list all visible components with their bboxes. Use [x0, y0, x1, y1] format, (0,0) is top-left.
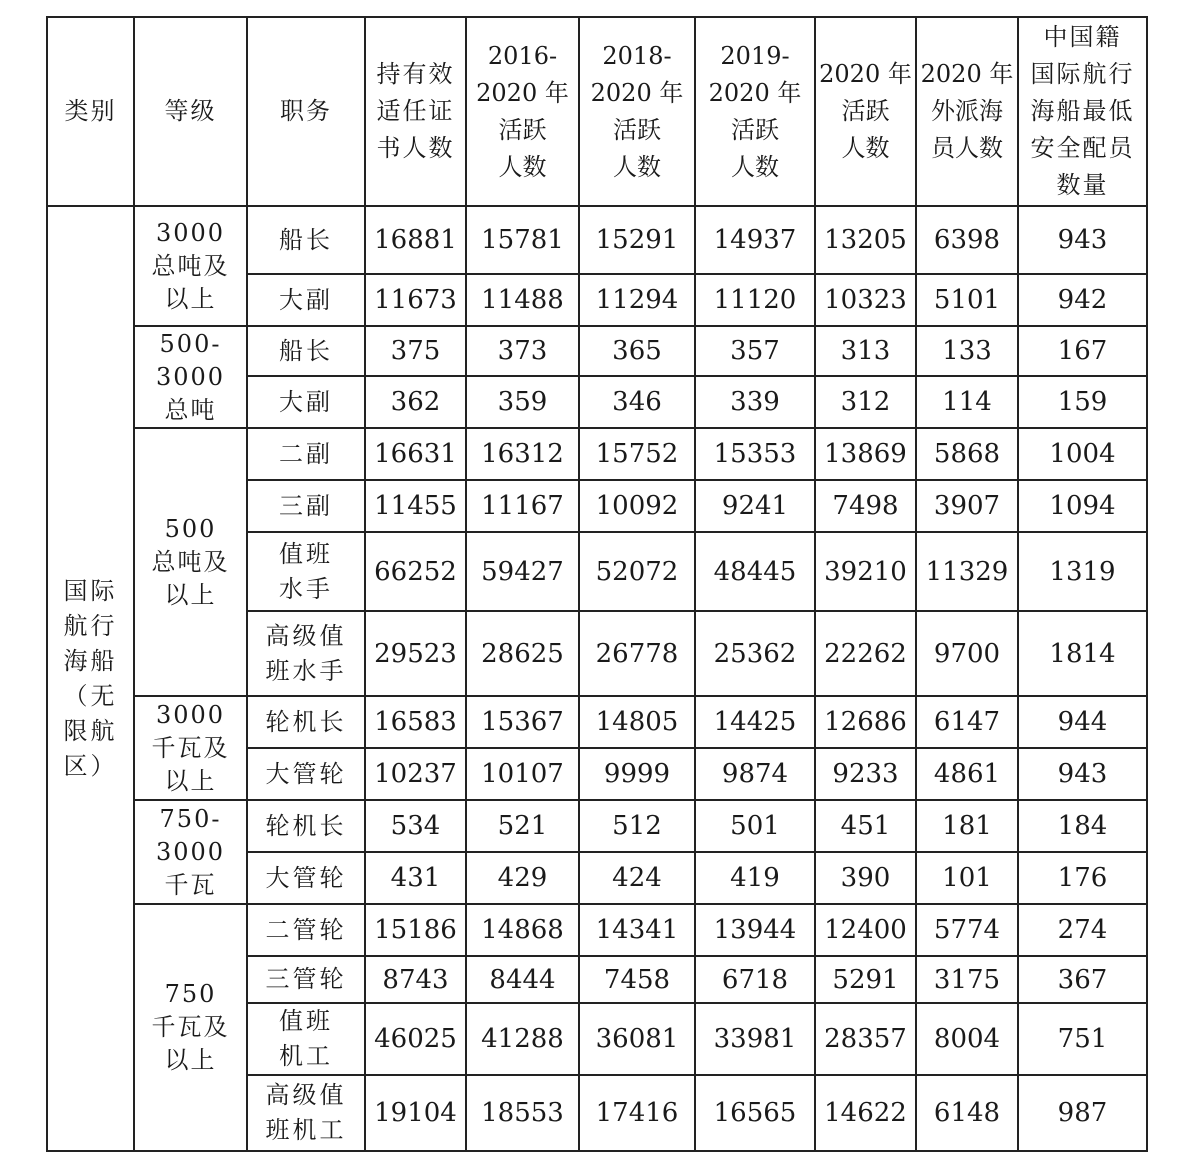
- value-cell: 28357: [815, 1003, 916, 1075]
- position-cell: [247, 532, 365, 611]
- value-cell: 10107: [466, 748, 579, 800]
- table-row: [47, 326, 1147, 376]
- value-cell: 8743: [365, 956, 466, 1003]
- value-cell: 6147: [916, 696, 1018, 748]
- value-cell: 512: [579, 800, 695, 852]
- value-cell: 5291: [815, 956, 916, 1003]
- value-cell: 11488: [466, 274, 579, 326]
- cell-line: 大管轮: [265, 863, 347, 892]
- value-cell: 15367: [466, 696, 579, 748]
- cell-line: 海船: [63, 646, 118, 675]
- value-cell: 133: [916, 326, 1018, 376]
- header-certificate-holders: [365, 17, 466, 206]
- cell-line: 千瓦: [164, 870, 217, 899]
- value-cell: 1319: [1018, 532, 1147, 611]
- header-line: 员人数: [931, 134, 1003, 162]
- header-line: 2016-: [487, 41, 558, 70]
- value-cell: 1814: [1018, 611, 1147, 696]
- value-cell: 13205: [815, 206, 916, 274]
- value-cell: 22262: [815, 611, 916, 696]
- value-cell: 534: [365, 800, 466, 852]
- value-cell: 12400: [815, 904, 916, 956]
- header-line: 2018-: [602, 41, 672, 70]
- value-cell: 11455: [365, 480, 466, 532]
- value-cell: 367: [1018, 956, 1147, 1003]
- header-line: 适任证: [376, 97, 455, 125]
- value-cell: 346: [579, 376, 695, 428]
- value-cell: 181: [916, 800, 1018, 852]
- header-line: 书人数: [376, 134, 455, 162]
- header-line: 持有效: [376, 60, 455, 88]
- value-cell: 48445: [695, 532, 815, 611]
- value-cell: 46025: [365, 1003, 466, 1075]
- table-row: [47, 696, 1147, 748]
- header-line: 2020 年: [920, 60, 1014, 88]
- position-cell: [247, 1003, 365, 1075]
- header-line: 活跃: [498, 115, 547, 144]
- table-row: [47, 800, 1147, 852]
- header-line: 2020 年: [708, 78, 802, 107]
- value-cell: 6398: [916, 206, 1018, 274]
- value-cell: 39210: [815, 532, 916, 611]
- value-cell: 429: [466, 852, 579, 904]
- value-cell: 8444: [466, 956, 579, 1003]
- value-cell: 4861: [916, 748, 1018, 800]
- value-cell: 419: [695, 852, 815, 904]
- value-cell: 424: [579, 852, 695, 904]
- value-cell: 13869: [815, 428, 916, 480]
- value-cell: 101: [916, 852, 1018, 904]
- value-cell: 6718: [695, 956, 815, 1003]
- value-cell: 3175: [916, 956, 1018, 1003]
- value-cell: 7458: [579, 956, 695, 1003]
- position-cell: [247, 206, 365, 274]
- value-cell: 28625: [466, 611, 579, 696]
- value-cell: 9700: [916, 611, 1018, 696]
- value-cell: 375: [365, 326, 466, 376]
- header-line: 活跃: [841, 97, 890, 125]
- cell-line: 航行: [63, 611, 118, 640]
- value-cell: 1004: [1018, 428, 1147, 480]
- header-line: 活跃: [731, 115, 779, 144]
- cell-line: 750: [164, 980, 217, 1008]
- header-line: 国际航行: [1030, 60, 1135, 88]
- value-cell: 5774: [916, 904, 1018, 956]
- value-cell: 359: [466, 376, 579, 428]
- position-cell: [247, 956, 365, 1003]
- value-cell: 6148: [916, 1075, 1018, 1151]
- cell-line: 船长: [279, 225, 333, 254]
- value-cell: 16881: [365, 206, 466, 274]
- value-cell: 18553: [466, 1075, 579, 1151]
- value-cell: 19104: [365, 1075, 466, 1151]
- cell-line: 值班: [279, 1007, 333, 1035]
- cell-line: 500-: [159, 329, 222, 358]
- value-cell: 41288: [466, 1003, 579, 1075]
- cell-line: 以上: [164, 1046, 217, 1074]
- value-cell: 29523: [365, 611, 466, 696]
- value-cell: 15291: [579, 206, 695, 274]
- value-cell: 451: [815, 800, 916, 852]
- value-cell: 17416: [579, 1075, 695, 1151]
- cell-line: 以上: [164, 766, 217, 795]
- value-cell: 13944: [695, 904, 815, 956]
- value-cell: 751: [1018, 1003, 1147, 1075]
- value-cell: 9874: [695, 748, 815, 800]
- cell-line: 大副: [279, 387, 333, 416]
- cell-line: 船长: [279, 336, 333, 365]
- header-line: 2019-: [720, 41, 790, 70]
- header-line: 安全配员: [1030, 134, 1135, 162]
- cell-line: 总吨及: [151, 251, 230, 280]
- cell-line: 500: [164, 514, 217, 543]
- table-row: [47, 904, 1147, 956]
- cell-line: 机工: [279, 1042, 333, 1070]
- position-cell: [247, 852, 365, 904]
- header-active-2016-2020: [466, 17, 579, 206]
- value-cell: 16631: [365, 428, 466, 480]
- grade-cell: [134, 326, 247, 428]
- value-cell: 943: [1018, 206, 1147, 274]
- value-cell: 12686: [815, 696, 916, 748]
- position-cell: [247, 800, 365, 852]
- value-cell: 313: [815, 326, 916, 376]
- value-cell: 16565: [695, 1075, 815, 1151]
- cell-line: 3000: [155, 700, 226, 729]
- header-active-2018-2020: [579, 17, 695, 206]
- cell-line: 750-: [159, 804, 222, 833]
- value-cell: 11329: [916, 532, 1018, 611]
- position-cell: [247, 428, 365, 480]
- grade-cell: [134, 206, 247, 326]
- header-grade-text: 等级: [164, 97, 217, 125]
- value-cell: 16312: [466, 428, 579, 480]
- value-cell: 36081: [579, 1003, 695, 1075]
- value-cell: 11167: [466, 480, 579, 532]
- value-cell: 373: [466, 326, 579, 376]
- cell-line: 值班: [279, 539, 333, 568]
- value-cell: 59427: [466, 532, 579, 611]
- value-cell: 15186: [365, 904, 466, 956]
- value-cell: 8004: [916, 1003, 1018, 1075]
- cell-line: 国际: [63, 576, 118, 605]
- header-line: 海船最低: [1030, 97, 1135, 125]
- position-cell: [247, 480, 365, 532]
- value-cell: 987: [1018, 1075, 1147, 1151]
- value-cell: 365: [579, 326, 695, 376]
- cell-line: 高级值: [265, 1081, 347, 1109]
- cell-line: 3000: [155, 362, 226, 391]
- cell-line: 班机工: [265, 1116, 347, 1144]
- seafarer-statistics-table: [46, 16, 1148, 1152]
- cell-line: 大管轮: [265, 759, 347, 788]
- table-body: [47, 206, 1147, 1151]
- value-cell: 5868: [916, 428, 1018, 480]
- header-line: 外派海: [931, 97, 1003, 125]
- value-cell: 66252: [365, 532, 466, 611]
- value-cell: 943: [1018, 748, 1147, 800]
- value-cell: 167: [1018, 326, 1147, 376]
- header-line: 数量: [1056, 171, 1109, 199]
- header-active-2020: [815, 17, 916, 206]
- position-cell: [247, 274, 365, 326]
- value-cell: 15353: [695, 428, 815, 480]
- header-category: [47, 17, 134, 206]
- value-cell: 14341: [579, 904, 695, 956]
- header-position-text: 职务: [280, 97, 332, 125]
- cell-line: 三副: [279, 491, 333, 520]
- position-cell: [247, 611, 365, 696]
- value-cell: 501: [695, 800, 815, 852]
- value-cell: 14937: [695, 206, 815, 274]
- value-cell: 10323: [815, 274, 916, 326]
- header-line: 中国籍: [1043, 23, 1122, 51]
- value-cell: 9999: [579, 748, 695, 800]
- table-row: [47, 206, 1147, 274]
- value-cell: 3907: [916, 480, 1018, 532]
- header-category-text: 类别: [64, 97, 117, 125]
- header-min-safe-manning: [1018, 17, 1147, 206]
- cell-line: 限航: [63, 716, 118, 745]
- value-cell: 5101: [916, 274, 1018, 326]
- value-cell: 25362: [695, 611, 815, 696]
- header-line: 活跃: [613, 115, 661, 144]
- cell-line: 千瓦及: [151, 1013, 230, 1041]
- header-grade: [134, 17, 247, 206]
- value-cell: 11673: [365, 274, 466, 326]
- cell-line: 二管轮: [265, 915, 347, 944]
- header-line: 人数: [841, 134, 890, 162]
- grade-cell: [134, 800, 247, 904]
- table-row: [47, 428, 1147, 480]
- value-cell: 7498: [815, 480, 916, 532]
- value-cell: 14622: [815, 1075, 916, 1151]
- value-cell: 1094: [1018, 480, 1147, 532]
- header-line: 2020 年: [476, 78, 569, 107]
- cell-line: 二副: [279, 439, 333, 468]
- value-cell: 390: [815, 852, 916, 904]
- header-dispatched-2020: [916, 17, 1018, 206]
- value-cell: 176: [1018, 852, 1147, 904]
- grade-cell: [134, 428, 247, 696]
- position-cell: [247, 376, 365, 428]
- value-cell: 944: [1018, 696, 1147, 748]
- value-cell: 52072: [579, 532, 695, 611]
- value-cell: 16583: [365, 696, 466, 748]
- category-cell: [47, 206, 134, 1151]
- value-cell: 942: [1018, 274, 1147, 326]
- cell-line: 水手: [279, 574, 333, 603]
- value-cell: 114: [916, 376, 1018, 428]
- grade-cell: [134, 904, 247, 1151]
- cell-line: 大副: [279, 285, 333, 314]
- header-line: 人数: [731, 152, 779, 181]
- header-line: 人数: [498, 152, 547, 181]
- cell-line: 三管轮: [265, 965, 347, 993]
- position-cell: [247, 748, 365, 800]
- grade-cell: [134, 696, 247, 800]
- value-cell: 14805: [579, 696, 695, 748]
- value-cell: 15752: [579, 428, 695, 480]
- value-cell: 14868: [466, 904, 579, 956]
- cell-line: 班水手: [265, 656, 347, 685]
- value-cell: 312: [815, 376, 916, 428]
- value-cell: 362: [365, 376, 466, 428]
- value-cell: 10092: [579, 480, 695, 532]
- header-line: 人数: [613, 152, 661, 181]
- cell-line: 轮机长: [265, 811, 347, 840]
- header-row: [47, 17, 1147, 206]
- cell-line: 总吨: [164, 395, 217, 424]
- value-cell: 357: [695, 326, 815, 376]
- cell-line: 轮机长: [265, 707, 347, 736]
- value-cell: 26778: [579, 611, 695, 696]
- position-cell: [247, 904, 365, 956]
- header-line: 2020 年: [819, 60, 912, 88]
- header-active-2019-2020: [695, 17, 815, 206]
- value-cell: 521: [466, 800, 579, 852]
- value-cell: 11120: [695, 274, 815, 326]
- value-cell: 184: [1018, 800, 1147, 852]
- value-cell: 10237: [365, 748, 466, 800]
- position-cell: [247, 696, 365, 748]
- value-cell: 14425: [695, 696, 815, 748]
- value-cell: 15781: [466, 206, 579, 274]
- header-position: [247, 17, 365, 206]
- cell-line: 千瓦及: [151, 733, 230, 762]
- cell-line: 区）: [63, 751, 118, 780]
- position-cell: [247, 326, 365, 376]
- value-cell: 274: [1018, 904, 1147, 956]
- cell-line: 3000: [155, 218, 226, 247]
- position-cell: [247, 1075, 365, 1151]
- value-cell: 9233: [815, 748, 916, 800]
- cell-line: 以上: [164, 284, 217, 313]
- cell-line: 总吨及: [151, 547, 230, 576]
- value-cell: 431: [365, 852, 466, 904]
- cell-line: 以上: [164, 580, 217, 609]
- cell-line: 高级值: [265, 621, 347, 650]
- cell-line: 3000: [155, 837, 226, 866]
- header-line: 2020 年: [590, 78, 684, 107]
- cell-line: （无: [63, 681, 118, 710]
- value-cell: 339: [695, 376, 815, 428]
- value-cell: 159: [1018, 376, 1147, 428]
- value-cell: 9241: [695, 480, 815, 532]
- value-cell: 11294: [579, 274, 695, 326]
- value-cell: 33981: [695, 1003, 815, 1075]
